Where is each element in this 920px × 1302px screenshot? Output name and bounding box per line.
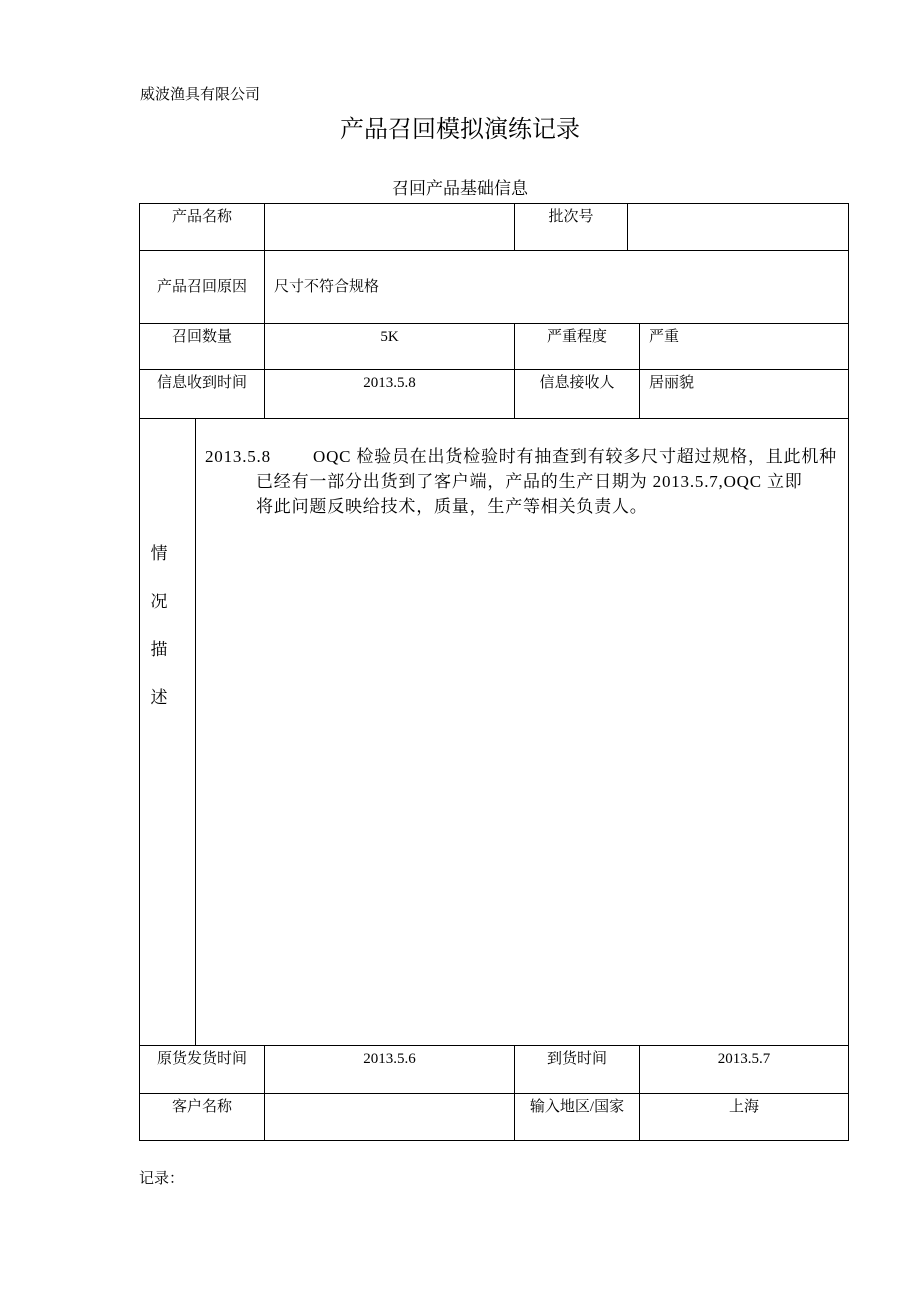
product-name-label: 产品名称: [139, 203, 265, 251]
import-region-label: 输入地区/国家: [514, 1093, 640, 1141]
description-line-text: 已经有一部分出货到了客户端，产品的生产日期为 2013.5.7,OQC 立即: [256, 472, 803, 491]
info-received-time-value: 2013.5.8: [264, 369, 515, 419]
info-receiver-value: 居丽貌: [639, 369, 849, 419]
customer-name-label: 客户名称: [139, 1093, 265, 1141]
record-label: 记录：: [139, 1171, 185, 1187]
description-line-text: 将此问题反映给技术，质量，生产等相关负责人。: [256, 497, 648, 516]
description-label-char: 述: [150, 688, 168, 707]
info-receiver-label: 信息接收人: [514, 369, 640, 419]
recall-quantity-label: 召回数量: [139, 323, 265, 370]
description-line: [196, 469, 848, 494]
product-name-value: [264, 203, 515, 251]
info-received-time-label: 信息收到时间: [139, 369, 265, 419]
section-title: 召回产品基础信息: [392, 179, 528, 198]
description-label: [148, 530, 170, 722]
arrival-time-label: 到货时间: [514, 1045, 640, 1094]
description-label-char: 情: [150, 544, 168, 563]
company-name: 威波渔具有限公司: [140, 87, 261, 103]
arrival-time-value: 2013.5.7: [639, 1045, 849, 1094]
recall-reason-label: 产品召回原因: [139, 250, 265, 324]
description-label-char: 况: [150, 592, 168, 611]
recall-quantity-value: 5K: [264, 323, 515, 370]
batch-no-value: [627, 203, 849, 251]
description-line: [196, 494, 848, 519]
original-ship-time-value: 2013.5.6: [264, 1045, 515, 1094]
description-line: [196, 444, 848, 469]
description-content-cell: [195, 418, 849, 1046]
recall-reason-value: 尺寸不符合规格: [264, 250, 849, 324]
severity-label: 严重程度: [514, 323, 640, 370]
description-line-text: OQC 检验员在出货检验时有抽查到有较多尺寸超过规格，且此机种: [313, 447, 837, 466]
import-region-value: 上海: [639, 1093, 849, 1141]
original-ship-time-label: 原货发货时间: [139, 1045, 265, 1094]
document-title: 产品召回模拟演练记录: [340, 117, 580, 143]
description-text: [196, 444, 848, 519]
description-date: 2013.5.8: [205, 447, 271, 466]
description-label-char: 描: [150, 640, 168, 659]
batch-no-label: 批次号: [514, 203, 628, 251]
description-label-cell: [139, 418, 196, 1046]
customer-name-value: [264, 1093, 515, 1141]
severity-value: 严重: [639, 323, 849, 370]
